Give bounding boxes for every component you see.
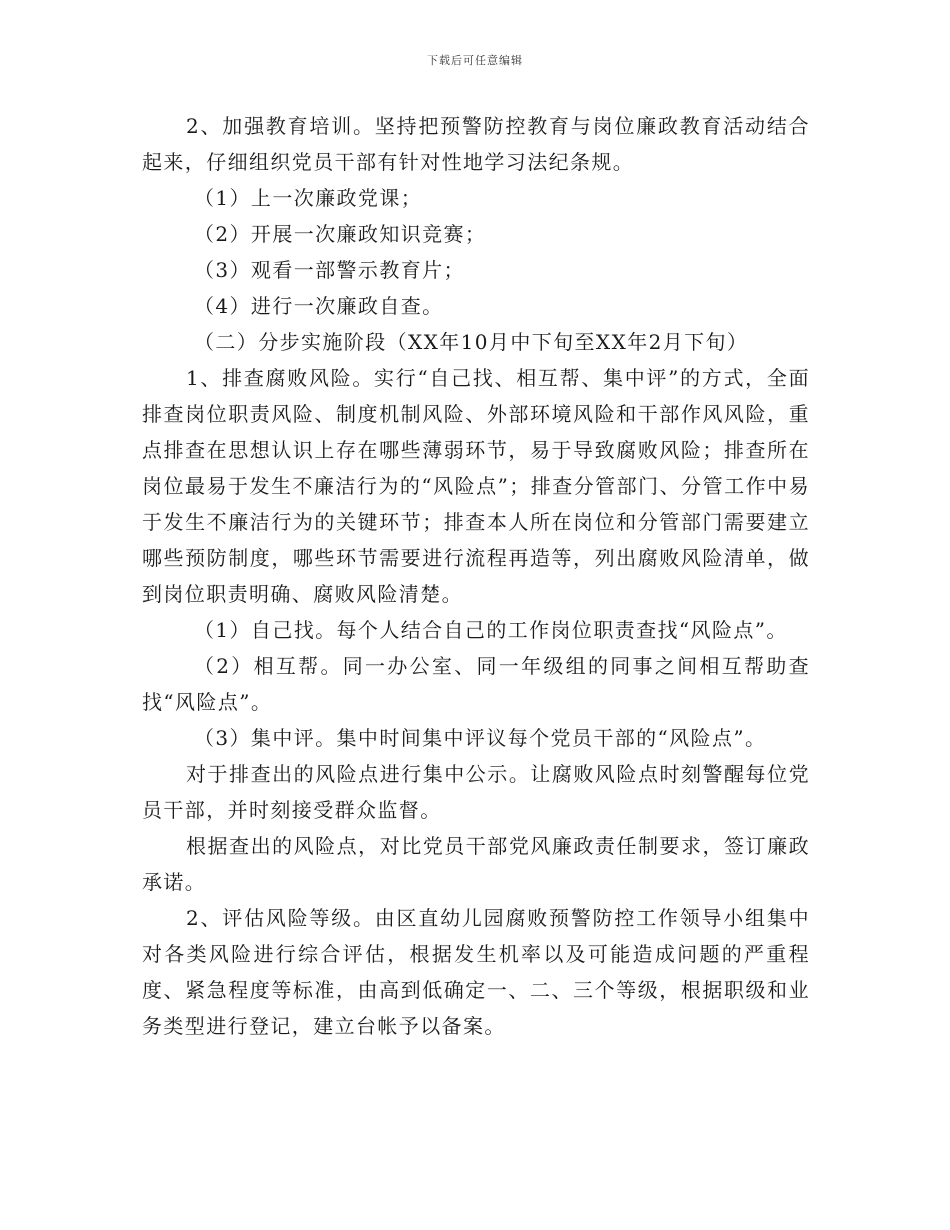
- list-item-collective-review: （3）集中评。集中时间集中评议每个党员干部的“风险点”。: [194, 726, 767, 750]
- section-heading-implementation-stage: （二）分步实施阶段（XX年10月中下旬至XX年2月下旬）: [194, 330, 749, 354]
- paragraph-public-notice: 对于排查出的风险点进行集中公示。让腐败风险点时刻警醒每位党员干部，并时刻接受群众监督。: [142, 762, 810, 822]
- document-body: [142, 108, 810, 1044]
- paragraph-risk-investigation: 1、排查腐败风险。实行“自己找、相互帮、集中评”的方式，全面排查岗位职责风险、制度机制风险、外部环境风险和干部作风风险，重点排查在思想认识上存在哪些薄弱环节，易于导致腐败风险；排查所在岗位最易于发生不廉洁行为的“风险点”；排查分管部门、分管工作中易于发生不廉洁行为的关键环节；排查本人所在岗位和分管部门需要建立哪些预防制度，哪些环节需要进行流程再造等，列出腐败风险清单，做到岗位职责明确、腐败风险清楚。: [142, 366, 810, 606]
- list-item-warning-film: （3）观看一部警示教育片；: [194, 258, 465, 282]
- list-item-knowledge-contest: （2）开展一次廉政知识竞赛；: [194, 222, 487, 246]
- list-item-mutual-help: （2）相互帮。同一办公室、同一年级组的同事之间相互帮助查找“风险点”。: [142, 654, 810, 714]
- page-header-note: 下载后可任意编辑: [427, 54, 523, 67]
- list-item-self-find: （1）自己找。每个人结合自己的工作岗位职责查找“风险点”。: [194, 618, 788, 642]
- list-item-party-lesson: （1）上一次廉政党课；: [194, 186, 423, 210]
- paragraph-integrity-pledge: 根据查出的风险点，对比党员干部党风廉政责任制要求，签订廉政承诺。: [142, 834, 810, 894]
- paragraph-education-training: 2、加强教育培训。坚持把预警防控教育与岗位廉政教育活动结合起来，仔细组织党员干部有针对性地学习法纪条规。: [142, 114, 810, 174]
- list-item-self-check: （4）进行一次廉政自查。: [194, 294, 444, 318]
- paragraph-risk-assessment: 2、评估风险等级。由区直幼儿园腐败预警防控工作领导小组集中对各类风险进行综合评估，根据发生机率以及可能造成问题的严重程度、紧急程度等标准，由高到低确定一、二、三个等级，根据职级和业务类型进行登记，建立台帐予以备案。: [142, 906, 810, 1038]
